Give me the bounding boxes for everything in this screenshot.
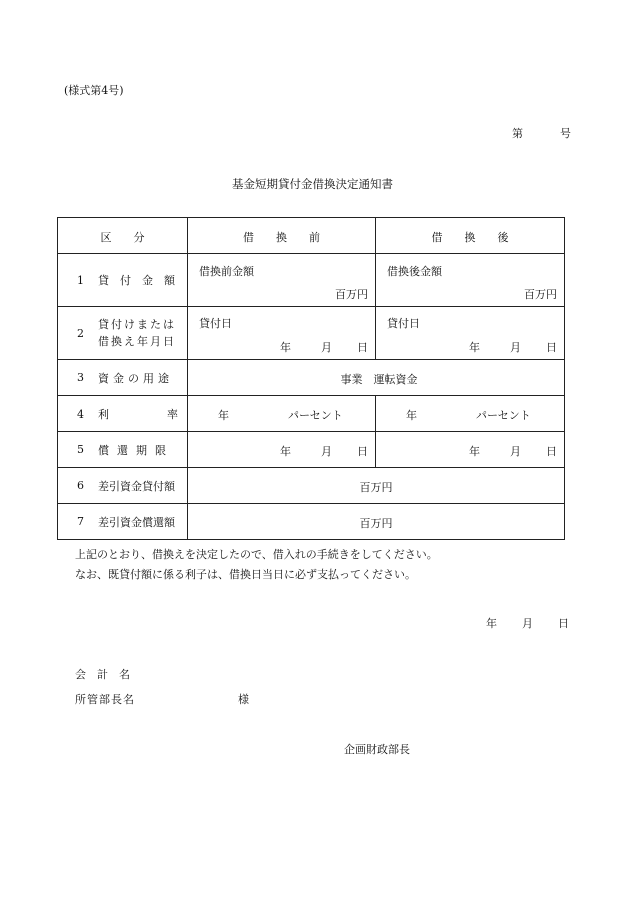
document-number — [512, 125, 571, 141]
before-deadline-cell: 年 月 日 — [188, 432, 376, 468]
net-repayment-value: 百万円 — [188, 504, 565, 540]
fund-usage-value: 事業 運転資金 — [188, 360, 565, 396]
header-after: 借 換 後 — [376, 218, 565, 254]
table-row-net-repayment — [58, 504, 565, 540]
row-label: 3 資金の用途 — [58, 360, 188, 396]
issue-date: 年 月 日 — [486, 617, 569, 630]
net-loan-value: 百万円 — [188, 468, 565, 504]
issuer-name: 企画財政部長 — [344, 743, 410, 756]
note-line-2: なお、既貸付額に係る利子は、借換日当日に必ず支払ってください。 — [75, 568, 416, 581]
manager-name-label: 所管部長名 — [75, 693, 135, 706]
document-title: 基金短期貸付金借換決定通知書 — [232, 177, 393, 191]
before-amount-cell: 借換前金額 百万円 — [188, 254, 376, 307]
before-rate-cell: 年 パーセント — [188, 396, 376, 432]
row-label: 6 差引資金貸付額 — [58, 468, 188, 504]
table-row-fund-usage — [58, 360, 565, 396]
row-label: 4 利 率 — [58, 396, 188, 432]
after-date-cell: 貸付日 年 月 日 — [376, 307, 565, 360]
table-row-loan-date — [58, 307, 565, 360]
dai-label: 第 — [512, 127, 523, 140]
loan-refinance-table — [57, 217, 565, 540]
go-label: 号 — [560, 127, 571, 140]
row-label: 1 貸 付 金 額 — [58, 254, 188, 307]
table-row-loan-amount — [58, 254, 565, 307]
company-name-label: 会 計 名 — [75, 668, 130, 681]
sama-label: 様 — [238, 693, 249, 706]
after-amount-cell: 借換後金額 百万円 — [376, 254, 565, 307]
table-header-row — [58, 218, 565, 254]
table-row-net-loan — [58, 468, 565, 504]
form-number: (様式第4号) — [64, 84, 124, 97]
before-date-cell: 貸付日 年 月 日 — [188, 307, 376, 360]
table-row-interest-rate — [58, 396, 565, 432]
header-category: 区 分 — [58, 218, 188, 254]
header-before: 借 換 前 — [188, 218, 376, 254]
table-row-repayment-deadline — [58, 432, 565, 468]
row-label: 2 貸付けまたは 借換え年月日 — [58, 307, 188, 360]
row-label: 7 差引資金償還額 — [58, 504, 188, 540]
row-label: 5 償還期限 — [58, 432, 188, 468]
after-rate-cell: 年 パーセント — [376, 396, 565, 432]
note-line-1: 上記のとおり、借換えを決定したので、借入れの手続きをしてください。 — [75, 548, 438, 561]
after-deadline-cell: 年 月 日 — [376, 432, 565, 468]
